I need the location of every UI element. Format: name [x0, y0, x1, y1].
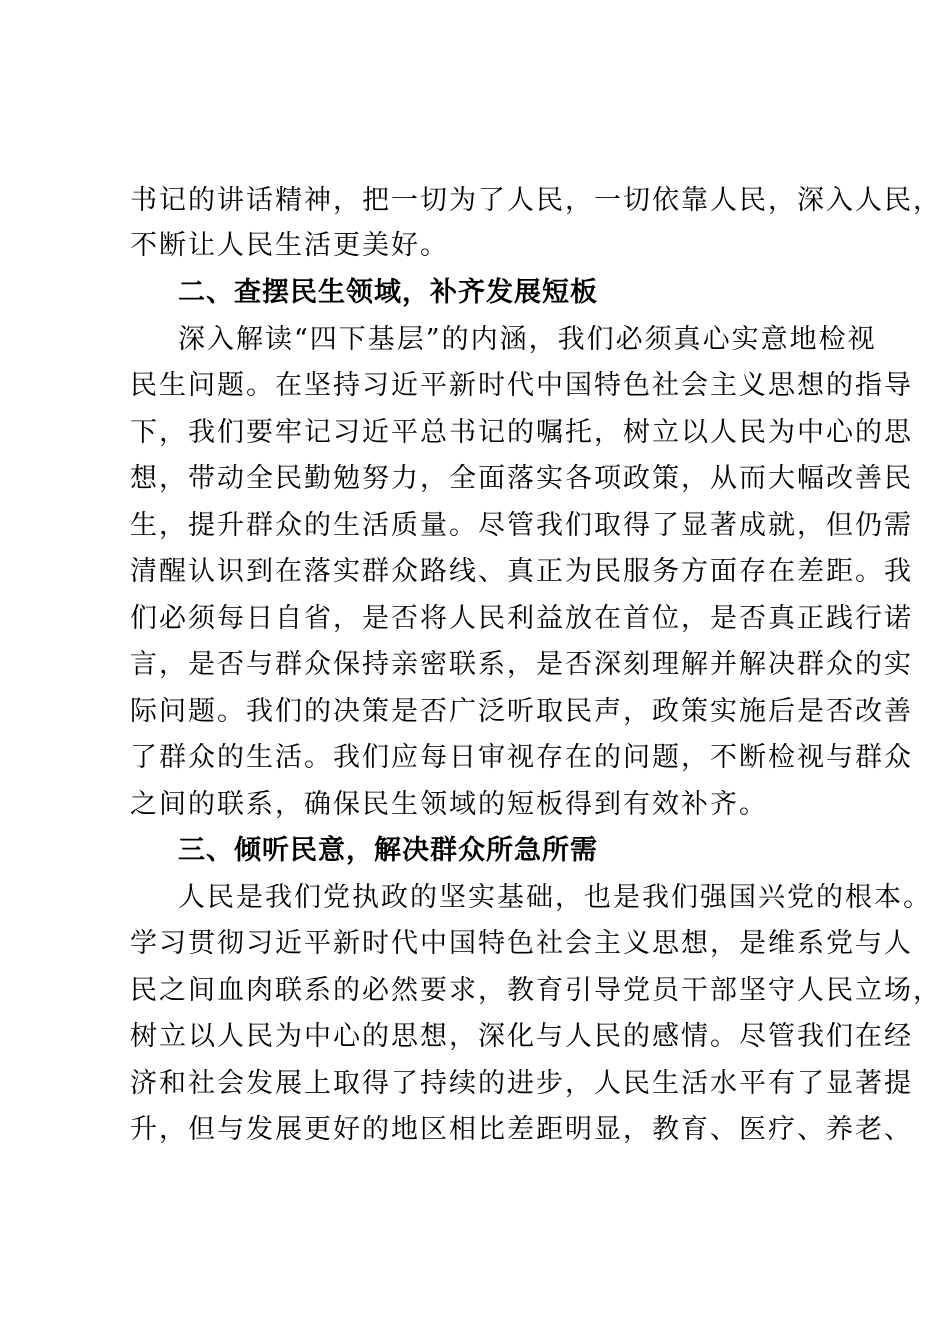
paragraph-1-line-1: 书记的讲话精神，把一切为了人民，一切依靠人民，深入人民，	[130, 185, 942, 216]
paragraph-3-line-2: 学习贯彻习近平新时代中国特色社会主义思想，是维系党与人	[130, 928, 913, 959]
section-3-heading: 三、倾听民意，解决群众所急所需	[178, 835, 598, 866]
paragraph-2-line-9: 际问题。我们的决策是否广泛听取民声，政策实施后是否改善	[130, 696, 913, 727]
section-2-heading: 二、查摆民生领域，补齐发展短板	[178, 277, 598, 308]
paragraph-3-line-5: 济和社会发展上取得了持续的进步，人民生活水平有了显著提	[130, 1068, 913, 1099]
paragraph-2-line-2: 民生问题。在坚持习近平新时代中国特色社会主义思想的指导	[130, 370, 913, 401]
paragraph-2-line-11: 之间的联系，确保民生领域的短板得到有效补齐。	[130, 789, 768, 820]
paragraph-2-line-6: 清醒认识到在落实群众路线、真正为民服务方面存在差距。我	[130, 556, 913, 587]
paragraph-2-line-3: 下，我们要牢记习近平总书记的嘱托，树立以人民为中心的思	[130, 417, 913, 448]
paragraph-3-line-3: 民之间血肉联系的必然要求，教育引导党员干部坚守人民立场，	[130, 975, 942, 1006]
paragraph-2-line-1: 深入解读“四下基层”的内涵，我们必须真心实意地检视	[178, 324, 877, 355]
paragraph-2-line-10: 了群众的生活。我们应每日审视存在的问题，不断检视与群众	[130, 742, 913, 773]
paragraph-2-line-4: 想，带动全民勤勉努力，全面落实各项政策，从而大幅改善民	[130, 463, 913, 494]
paragraph-1-line-2: 不断让人民生活更美好。	[130, 230, 449, 261]
paragraph-3-line-4: 树立以人民为中心的思想，深化与人民的感情。尽管我们在经	[130, 1021, 913, 1052]
paragraph-3-line-1: 人民是我们党执政的坚实基础，也是我们强国兴党的根本。	[178, 882, 932, 913]
paragraph-2-line-7: 们必须每日自省，是否将人民利益放在首位，是否真正践行诺	[130, 603, 913, 634]
paragraph-3-line-6: 升，但与发展更好的地区相比差距明显，教育、医疗、养老、	[130, 1114, 913, 1145]
paragraph-2-line-8: 言，是否与群众保持亲密联系，是否深刻理解并解决群众的实	[130, 649, 913, 680]
paragraph-2-line-5: 生，提升群众的生活质量。尽管我们取得了显著成就，但仍需	[130, 510, 913, 541]
